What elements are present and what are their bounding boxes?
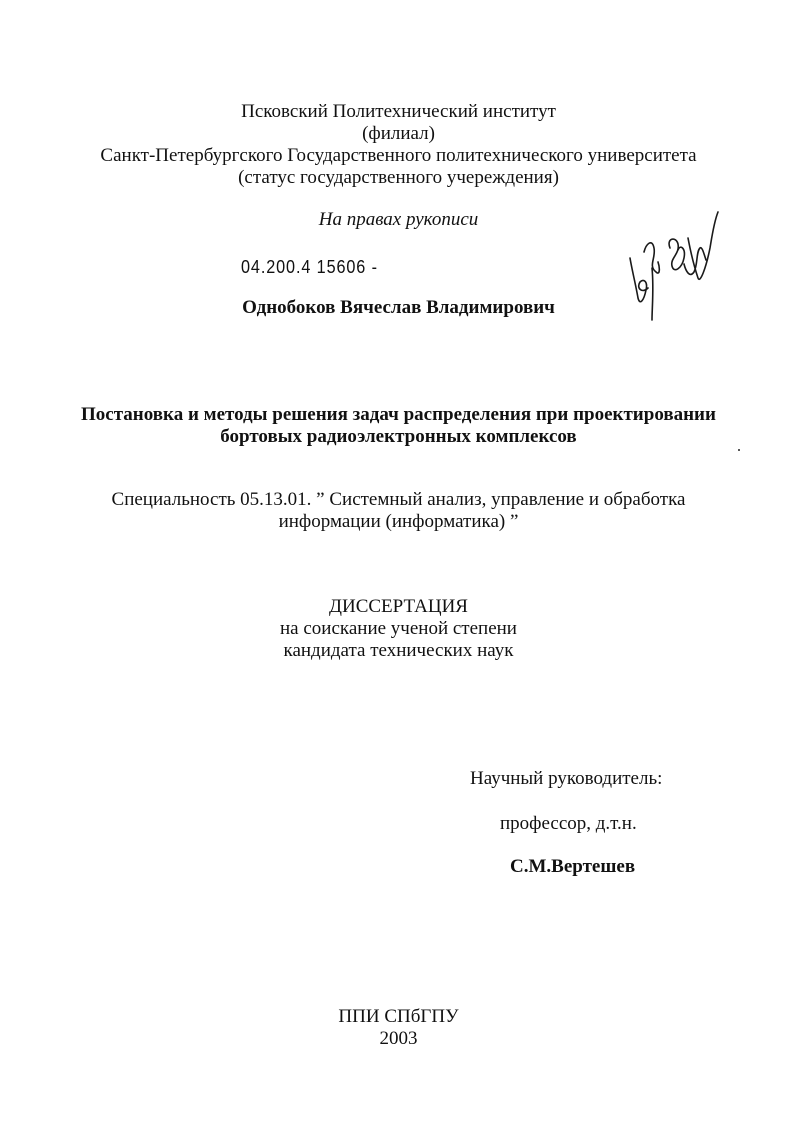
branch-label: (филиал) (362, 123, 435, 144)
specialty-line-1: Специальность 05.13.01. ” Системный анализ, управление и обработка (111, 489, 686, 510)
registration-stamp: 04.200.4 15606 - (241, 257, 378, 277)
degree-line-1: на соискание ученой степени (280, 618, 517, 639)
university-status: (статус государственного учереждения) (238, 167, 559, 188)
specialty-line-2: информации (информатика) ” (278, 511, 519, 532)
manuscript-note: На правах рукописи (318, 209, 479, 230)
publication-year: 2003 (379, 1028, 418, 1049)
university-name: Санкт-Петербургского Государственного политехнического университета (100, 145, 697, 166)
degree-line-2: кандидата технических наук (283, 640, 514, 661)
supervisor-name: С.М.Вертешев (510, 856, 636, 877)
dissertation-title-line-2: бортовых радиоэлектронных комплексов (220, 426, 577, 447)
supervisor-label: Научный руководитель: (470, 768, 663, 789)
author-name: Однобоков Вячеслав Владимирович (242, 297, 555, 318)
dissertation-title-line-1: Постановка и методы решения задач распределения при проектировании (81, 404, 716, 425)
supervisor-rank: профессор, д.т.н. (500, 813, 637, 834)
scan-speck (738, 449, 740, 451)
institute-name: Псковский Политехнический институт (241, 101, 556, 122)
publisher-abbreviation: ППИ СПбГПУ (338, 1006, 459, 1027)
document-type-heading: ДИССЕРТАЦИЯ (329, 596, 468, 617)
